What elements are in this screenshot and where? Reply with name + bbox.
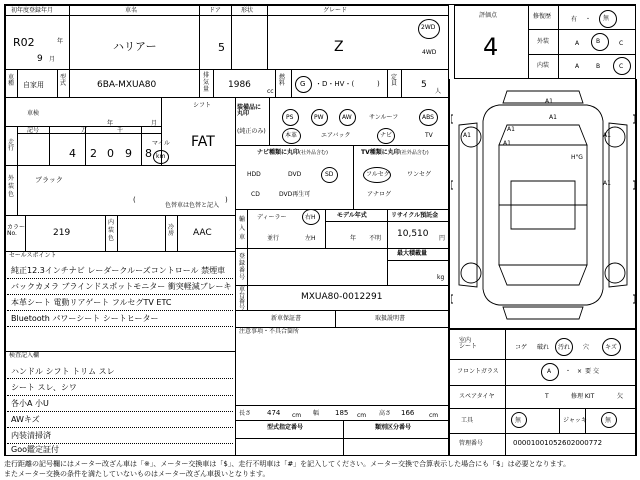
recycle-label: リサイクル預託金 [391,212,439,219]
car-diagram-svg [451,85,635,325]
thousand-unit: 千 [117,127,124,134]
mileage-digit-4: 9 [125,147,132,160]
month-unit: 月 [49,56,56,63]
import-parallel: 並行 [267,235,280,242]
spare-tire-label: スペアタイヤ [459,393,495,400]
capacity-unit: 人 [435,88,442,95]
inspection-sheet [4,4,636,456]
nav-type-label: ナビ種類に丸印(社外品含む) [257,149,328,156]
tools-label: 工具 [461,417,474,424]
selling-points-label: セールスポイント [9,252,57,259]
ws-x: × [577,368,583,375]
drive-2wd: 2WD [421,24,436,31]
running-label: 走 行 [8,139,15,152]
ac-value: AAC [193,228,212,238]
inspection-month: 月 [151,120,158,127]
fuel-close: ) [377,80,380,88]
car-name-label: 車名 [125,7,138,14]
inspector-note-line-5: 内装清掃済 [11,431,51,440]
mileage-digit-1: 4 [69,147,76,160]
width-value: 185 [335,409,349,417]
max-load-kg: kg [437,274,445,281]
use-label: 車 種 [8,74,15,87]
tv-type-label: TV種類に丸印(社外品含む) [361,149,429,156]
repair-yes: 有 [571,16,578,23]
ws-a: A [547,368,552,375]
height-cm: cm [429,412,439,419]
color-no-label: カラー No. [7,224,26,237]
import-label: 輸 入 車 [239,216,246,241]
model-year-label: モデル年式 [337,212,367,219]
seat-stain: 汚れ [558,344,571,351]
tv-oneseg: ワンセグ [407,171,432,178]
capacity-value: 5 [421,80,427,90]
reg-no-label: 登 録 番 号 [239,253,246,281]
diagram-label-2: A1 [549,114,557,121]
car-name: ハリアー [113,40,157,53]
int-grade-label: 内装 [537,62,550,69]
recycle-yen: 円 [439,235,446,242]
diagram-label-5: A1 [463,132,471,139]
diagram-label-7: H"G [571,154,583,161]
height-value: 166 [401,409,415,417]
owners-manual: 取扱説明書 [375,315,406,322]
inspection-year: 年 [107,120,114,127]
mgmt-no-label: 管理番号 [459,440,484,447]
tools-value: 無 [515,417,522,424]
mile-unit: マイル [152,140,170,147]
inspector-note-line-4: AWキズ [11,415,40,424]
ext-grade-label: 外装 [537,38,550,45]
seat-burn: コゲ [515,344,528,351]
repair-dot: ・ [585,16,592,23]
selling-point-line-2: バックカメラ ブラインドスポットモニター 衝突軽減ブレーキ [11,282,232,291]
ext-color-value: ブラック [35,176,63,184]
ext-grade-c: C [619,40,624,47]
paren-open: ( [133,196,136,204]
mileage-digit-2: 2 [90,147,97,160]
height-label: 高さ [379,410,392,417]
spare-kit: 修理 KIT [571,393,595,400]
inspection-label: 車検 [27,110,40,117]
int-grade-c: C [619,63,624,70]
equip-abs: ABS [422,114,434,121]
ws-dot: ・ [565,368,572,375]
equip-tv: TV [425,132,433,139]
doors-value: 5 [218,41,225,54]
equip-aw: AW [342,114,352,121]
equip-navi: ナビ [380,132,393,139]
drive-4wd: 4WD [422,49,437,56]
inspector-note-line-1: ハンドル シフト トリム スレ [11,367,115,376]
equipment-label: 装備品に 丸印 [237,104,262,117]
record-label: 記号 [27,127,40,134]
grade-label: グレード [323,7,348,14]
jack-label: ジャッキ [563,417,587,424]
import-right-h: 右H [305,214,316,221]
int-grade-a: A [575,63,580,70]
shift-value: FAT [191,134,215,150]
seat-hole: 穴 [583,344,590,351]
paren-close: ) [225,196,228,204]
inspector-note-line-2: シート スレ、シワ [11,383,77,392]
ac-label: 冷 房 [168,224,175,237]
year-unit: 年 [57,38,64,45]
nav-cd: CD [251,191,260,198]
seat-scratch: キズ [605,344,617,351]
equip-leather: 本革 [285,132,298,139]
color-change-note: 色替車は色替と記入 [165,202,220,209]
displacement-label: 排 気 量 [203,72,210,93]
shape-label: 形状 [241,7,254,14]
width-label: 幅 [313,410,320,417]
footer-note-1: 走行距離の記号欄にはメーター改ざん車は「※」、メーター交換車は「$」、走行不明車は「#」を記入してください。メーター交換で合算表示した場合にも「$」は必要となります。 [4,460,571,468]
seat-tear: 破れ [537,344,550,351]
fuel-g: G [300,80,306,88]
nav-dvd: DVD [288,171,302,178]
diagram-label-1: A1 [545,98,553,105]
int-grade-b: B [596,63,601,70]
equipment-sublabel: (純正のみ) [237,128,266,135]
nav-dvd-play: DVD再生可 [279,191,311,198]
import-dealer: ディーラー [257,214,287,221]
shift-label: シフト [193,102,212,109]
recycle-value: 10,510 [397,229,429,239]
score-label: 評価点 [479,12,498,19]
ext-grade-b: B [596,38,601,45]
int-color-label: 内 装 色 [108,219,115,242]
inspector-note-line-3: 各小A 小U [11,399,49,408]
footer-note-2: またメーター交換の条件を満たしていないものはメーター改ざん車扱いとなります。 [4,470,270,478]
diagram-label-6: A1 [603,132,611,139]
equip-airbag: エアバック [321,132,351,139]
notes-label: 注意事項・不具合箇所 [239,328,300,335]
repair-no: 無 [603,15,610,22]
spare-t: T [545,393,549,400]
windshield-label: フロントガラス [457,368,499,375]
fuel-label: 燃 料 [279,74,286,87]
km-unit: km [156,153,166,160]
mileage-digit-3: 0 [107,147,114,160]
fuel-other: ・D・HV・( [315,80,355,88]
mileage-digit-5: 8 [145,147,152,160]
nav-sd: SD [325,171,334,178]
inspector-notes-label: 検査記入欄 [9,352,40,359]
model-value: 6BA-MXUA80 [97,80,157,90]
selling-point-line-1: 純正12.3インチナビ レーダークルーズコントロール 禁煙車 [11,266,226,275]
spare-none: 欠 [617,393,624,400]
max-load-label: 最大積載量 [397,250,428,257]
first-reg-month: 9 [37,54,43,64]
ten-thousand-unit: 万 [81,127,88,134]
grade-value: Z [334,39,344,55]
interior-seat-label: 室内 シート [459,337,478,350]
diagram-label-3: A1 [507,126,515,133]
cc-unit: cc [267,88,274,95]
model-label: 型 式 [60,74,67,87]
first-reg-year: R02 [13,36,35,49]
type-no-label: 型式指定番号 [267,424,304,431]
equip-pw: PW [314,114,324,121]
width-cm: cm [357,412,367,419]
model-year-unknown: 不明 [369,235,382,242]
chassis-value: MXUA80-0012291 [301,292,383,302]
displacement-value: 1986 [228,80,251,90]
diagram-label-8: A1 [603,180,611,187]
ws-req: 要 [585,368,592,375]
diagram-label-4: A1 [503,140,511,147]
equip-ps: PS [286,114,294,121]
tv-fullseg: フルセグ [366,171,390,178]
length-value: 474 [267,409,281,417]
capacity-label: 定 員 [391,74,398,87]
selling-point-line-4: Bluetooth パワーシート シートヒーター [11,314,159,323]
import-left-h: 左H [305,235,316,242]
use-value: 自家用 [23,81,44,89]
new-warranty: 新車保証書 [271,315,302,322]
mgmt-no-value: 000010010526020007​72 [513,439,603,447]
selling-point-line-3: 本革シート 電動リアゲート フルセグTV ETC [11,298,172,307]
class-no-label: 類別区分番号 [375,424,412,431]
ws-change: 交 [593,368,600,375]
doors-label: ドア [209,7,221,14]
first-reg-label: 初年度登録年月 [11,7,54,14]
inspector-note-line-6: Goo鑑定証付 [11,445,59,454]
score-value: 4 [483,33,499,61]
equip-sunroof: サンルーフ [369,114,399,121]
model-year-unit: 年 [350,235,357,242]
chassis-label: 車 台 番 号 [239,286,246,311]
ext-color-label: 外 装 色 [8,175,15,198]
length-cm: cm [292,412,302,419]
nav-hdd: HDD [247,171,261,178]
tv-analog: アナログ [367,191,392,198]
ext-grade-a: A [575,40,580,47]
repair-label: 修復歴 [533,13,552,20]
color-no-value: 219 [53,228,71,238]
jack-value: 無 [605,417,612,424]
length-label: 長さ [239,410,252,417]
